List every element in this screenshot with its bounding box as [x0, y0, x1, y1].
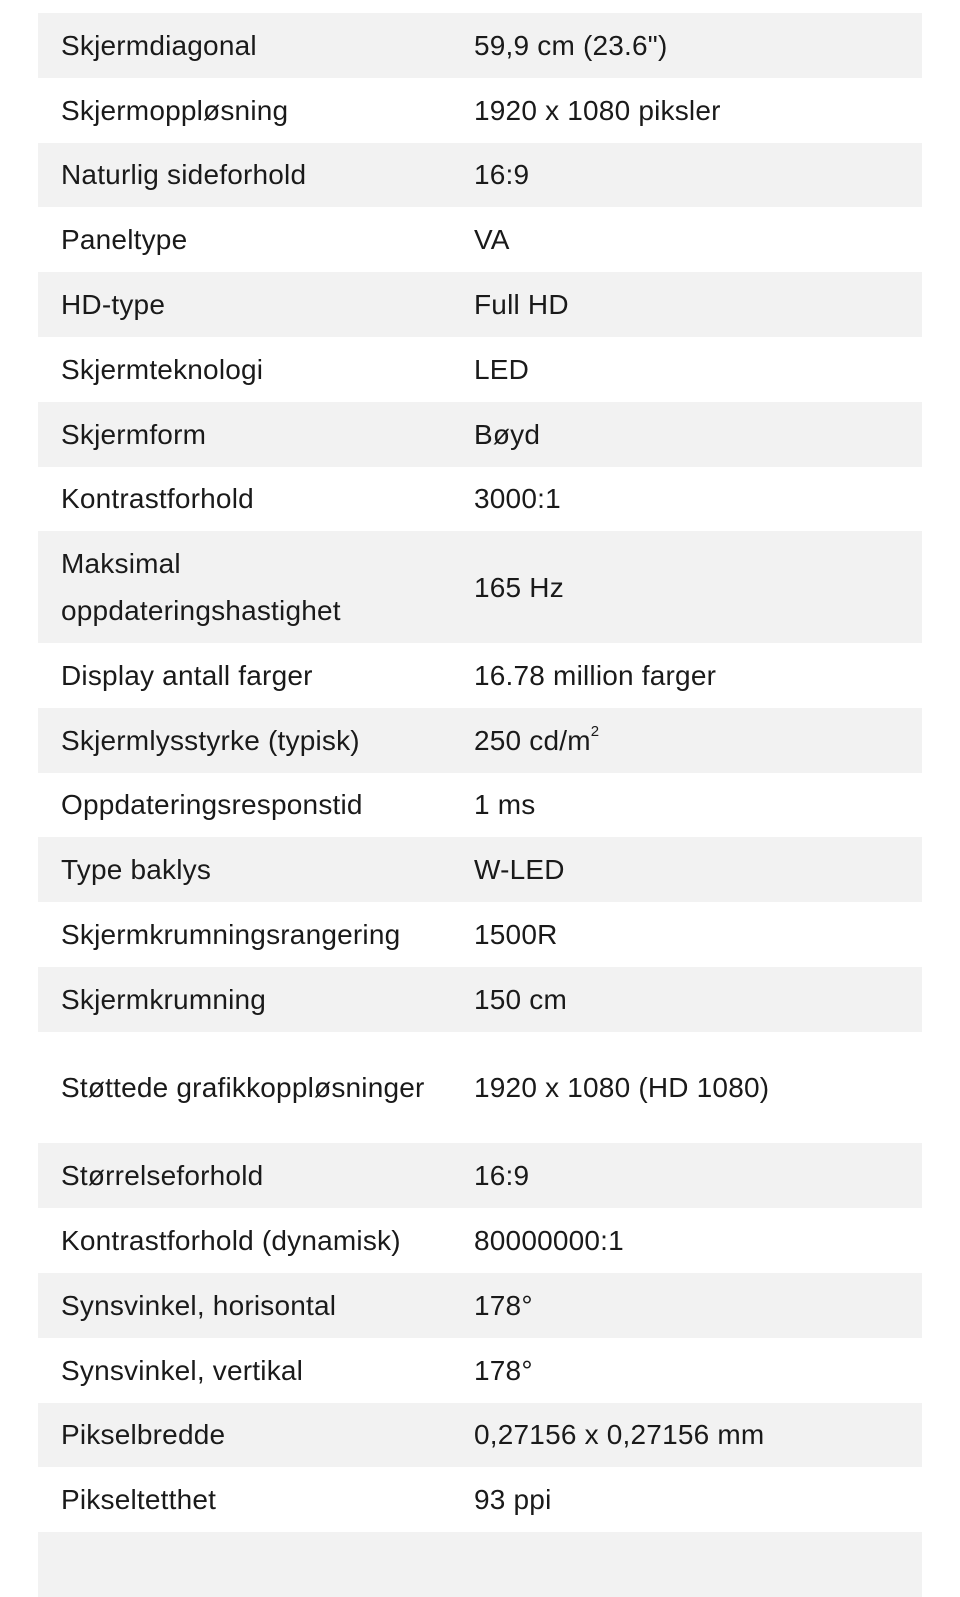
spec-value: 165 Hz	[474, 571, 564, 603]
spec-label: Pikselbredde	[61, 1419, 226, 1451]
spec-row	[38, 207, 922, 272]
spec-row	[38, 1403, 922, 1468]
spec-label: Skjermkrumningsrangering	[61, 919, 401, 951]
spec-row	[38, 1338, 922, 1403]
spec-value: 1920 x 1080 (HD 1080)	[474, 1072, 770, 1104]
spec-label: Støttede grafikkoppløsninger	[61, 1072, 425, 1104]
spec-row	[38, 773, 922, 838]
superscript: 2	[590, 722, 600, 740]
spec-label: Størrelseforhold	[61, 1160, 264, 1192]
spec-row	[38, 402, 922, 467]
spec-value: Bøyd	[474, 418, 541, 450]
spec-label: Skjermform	[61, 418, 207, 450]
spec-row	[38, 1032, 922, 1144]
spec-label: Skjermlysstyrke (typisk)	[61, 724, 360, 756]
spec-row	[38, 337, 922, 402]
spec-label: Kontrastforhold	[61, 483, 254, 515]
spec-table	[38, 13, 922, 1597]
spec-value: 1500R	[474, 919, 558, 951]
spec-label: Skjermteknologi	[61, 353, 264, 385]
spec-row	[38, 1143, 922, 1208]
spec-label: Paneltype	[61, 224, 188, 256]
spec-label: Oppdateringsresponstid	[61, 789, 363, 821]
spec-value	[474, 717, 922, 764]
spec-row	[38, 1273, 922, 1338]
spec-row	[38, 1467, 922, 1532]
spec-row	[38, 143, 922, 208]
spec-value: 16.78 million farger	[474, 659, 717, 691]
spec-label: Skjermkrumning	[61, 983, 267, 1015]
spec-row	[38, 78, 922, 143]
spec-label: Synsvinkel, horisontal	[61, 1289, 337, 1321]
spec-value: LED	[474, 353, 530, 385]
spec-label: Naturlig sideforhold	[61, 159, 307, 191]
spec-value: 150 cm	[474, 983, 568, 1015]
spec-row	[38, 13, 922, 78]
spec-row	[38, 272, 922, 337]
spec-value: 178°	[474, 1354, 533, 1386]
spec-value: 93 ppi	[474, 1484, 552, 1516]
spec-value: 1 ms	[474, 789, 536, 821]
spec-label: Display antall farger	[61, 659, 313, 691]
spec-value: 0,27156 x 0,27156 mm	[474, 1419, 765, 1451]
spec-value: 16:9	[474, 159, 530, 191]
spec-label: Synsvinkel, vertikal	[61, 1354, 304, 1386]
spec-label: Kontrastforhold (dynamisk)	[61, 1225, 401, 1257]
spec-value: 1920 x 1080 piksler	[474, 94, 721, 126]
spec-label: HD-type	[61, 289, 166, 321]
spec-label: Pikseltetthet	[61, 1484, 217, 1516]
spec-value-text: 250 cd/m	[474, 724, 591, 756]
spec-row	[38, 902, 922, 967]
spec-row	[38, 967, 922, 1032]
spec-label: Maksimal oppdateringshastighet	[61, 548, 341, 627]
spec-value: 59,9 cm (23.6")	[474, 29, 668, 61]
spec-value: VA	[474, 224, 510, 256]
spec-row	[38, 467, 922, 532]
spec-row	[38, 531, 922, 643]
spec-row	[38, 643, 922, 708]
spec-value: Full HD	[474, 289, 569, 321]
spec-value: 80000000:1	[474, 1225, 624, 1257]
spec-row	[38, 837, 922, 902]
spec-value: W-LED	[474, 854, 565, 886]
spec-label: Skjermdiagonal	[61, 29, 257, 61]
spec-row	[38, 1208, 922, 1273]
spec-value: 16:9	[474, 1160, 530, 1192]
spec-value: 3000:1	[474, 483, 561, 515]
spec-value: 178°	[474, 1289, 533, 1321]
spec-row	[38, 1532, 922, 1597]
spec-label: Skjermoppløsning	[61, 94, 289, 126]
spec-row	[38, 708, 922, 773]
spec-label: Type baklys	[61, 854, 212, 886]
